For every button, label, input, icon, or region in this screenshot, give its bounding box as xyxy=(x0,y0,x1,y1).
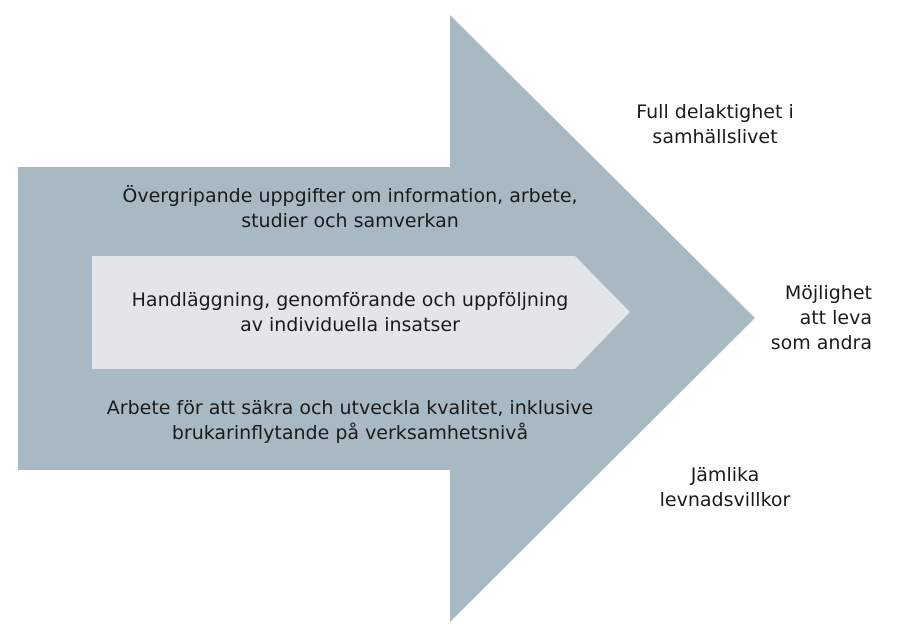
outcome-line: Möjlighet xyxy=(784,282,872,304)
outcome-full-participation xyxy=(620,100,810,150)
arrow-bottom-text-line: Arbete för att säkra och utveckla kvalitet, inklusive xyxy=(106,397,594,419)
outcome-line: levnadsvillkor xyxy=(659,489,791,511)
outcome-line: Full delaktighet i xyxy=(636,101,794,123)
inner-arrow-text-line: Handläggning, genomförande och uppföljning xyxy=(131,289,569,311)
outcome-equal-living-conditions xyxy=(630,463,820,513)
arrow-bottom-text-line: brukarinflytande på verksamhetsnivå xyxy=(171,422,529,444)
outcome-line: samhällslivet xyxy=(652,126,778,148)
arrow-bottom-text xyxy=(60,396,640,446)
arrow-top-text-line: Övergripande uppgifter om information, arbete, xyxy=(122,185,578,207)
inner-arrow-text xyxy=(90,288,610,338)
outcome-line: som andra xyxy=(770,332,872,354)
arrow-top-text-line: studier och samverkan xyxy=(241,210,459,232)
outcome-line: Jämlika xyxy=(690,464,760,486)
arrow-top-text xyxy=(60,184,640,234)
outcome-live-like-others xyxy=(700,281,872,356)
outcome-line: att leva xyxy=(799,307,872,329)
inner-arrow-text-line: av individuella insatser xyxy=(240,314,460,336)
